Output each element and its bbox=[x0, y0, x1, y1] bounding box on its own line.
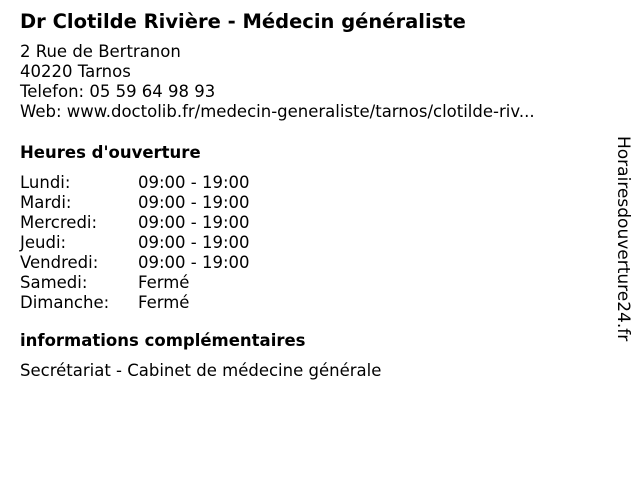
opening-hours-heading: Heures d'ouverture bbox=[20, 143, 201, 162]
opening-hours-table bbox=[20, 173, 600, 313]
day-label: Mercredi: bbox=[20, 213, 98, 232]
website-link[interactable]: Web: www.doctolib.fr/medecin-generaliste/tarnos/clotilde-riv... bbox=[20, 102, 535, 121]
day-label: Samedi: bbox=[20, 273, 88, 292]
hours-row-friday bbox=[20, 253, 600, 273]
day-hours: 09:00 - 19:00 bbox=[138, 233, 250, 252]
day-label: Lundi: bbox=[20, 173, 71, 192]
address-block bbox=[20, 42, 600, 122]
phone-number: Telefon: 05 59 64 98 93 bbox=[20, 82, 216, 101]
day-hours: 09:00 - 19:00 bbox=[138, 213, 250, 232]
page-title: Dr Clotilde Rivière - Médecin généraliste bbox=[20, 10, 466, 33]
street-address: 2 Rue de Bertranon bbox=[20, 42, 181, 61]
hours-row-wednesday bbox=[20, 213, 600, 233]
day-label: Dimanche: bbox=[20, 293, 110, 312]
day-hours: Fermé bbox=[138, 273, 190, 292]
day-label: Jeudi: bbox=[20, 233, 67, 252]
additional-info-heading: informations complémentaires bbox=[20, 331, 306, 350]
city-address: 40220 Tarnos bbox=[20, 62, 131, 81]
day-hours: 09:00 - 19:00 bbox=[138, 193, 250, 212]
day-hours: 09:00 - 19:00 bbox=[138, 253, 250, 272]
additional-info-text: Secrétariat - Cabinet de médecine générale bbox=[20, 361, 382, 380]
day-hours: 09:00 - 19:00 bbox=[138, 173, 250, 192]
hours-row-tuesday bbox=[20, 193, 600, 213]
hours-row-monday bbox=[20, 173, 600, 193]
site-watermark: Horairesdouverture24.fr bbox=[613, 136, 633, 342]
hours-row-sunday bbox=[20, 293, 600, 313]
day-label: Vendredi: bbox=[20, 253, 99, 272]
hours-row-saturday bbox=[20, 273, 600, 293]
business-info bbox=[20, 10, 600, 381]
day-hours: Fermé bbox=[138, 293, 190, 312]
day-label: Mardi: bbox=[20, 193, 72, 212]
hours-row-thursday bbox=[20, 233, 600, 253]
